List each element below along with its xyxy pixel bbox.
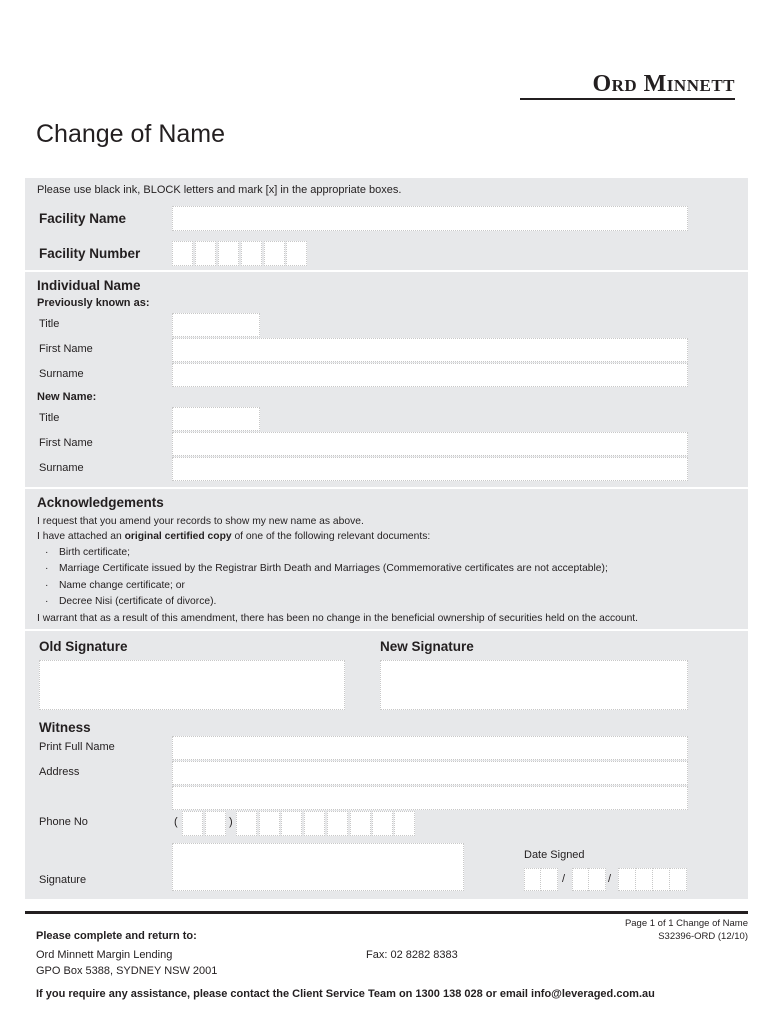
- new-title-field[interactable]: [172, 407, 260, 431]
- date-year-box-2[interactable]: [635, 868, 653, 891]
- witness-address-label: Address: [39, 766, 80, 778]
- individual-name-heading: Individual Name: [37, 278, 141, 293]
- witness-address-field-1[interactable]: [172, 761, 688, 785]
- ack-bullet-4: · Decree Nisi (certificate of divorce).: [45, 596, 217, 607]
- old-signature-field[interactable]: [39, 660, 345, 710]
- date-sep-1: /: [562, 873, 566, 885]
- return-address-line-2: GPO Box 5388, SYDNEY NSW 2001: [36, 965, 218, 977]
- previous-title-label: Title: [39, 318, 60, 330]
- phone-box-6[interactable]: [350, 811, 371, 836]
- ack-line-2-post: of one of the following relevant documents:: [231, 531, 431, 542]
- fax-number: Fax: 02 8282 8383: [366, 949, 458, 961]
- date-year-box-4[interactable]: [669, 868, 687, 891]
- ack-bullet-2-text: Marriage Certificate issued by the Registrar Birth Death and Marriages (Commemorative certificates are not acceptable);: [59, 563, 608, 574]
- phone-open-paren: (: [174, 816, 178, 828]
- facility-number-box-1[interactable]: [172, 241, 193, 266]
- page-title: Change of Name: [36, 120, 226, 148]
- witness-address-field-2[interactable]: [172, 786, 688, 810]
- date-signed-label: Date Signed: [524, 849, 585, 861]
- date-year-box-3[interactable]: [652, 868, 670, 891]
- witness-phone-label: Phone No: [39, 816, 88, 828]
- facility-number-box-5[interactable]: [264, 241, 285, 266]
- new-first-name-label: First Name: [39, 437, 93, 449]
- facility-number-box-2[interactable]: [195, 241, 216, 266]
- previous-first-name-label: First Name: [39, 343, 93, 355]
- witness-signature-label: Signature: [39, 874, 87, 886]
- old-signature-label: Old Signature: [39, 639, 128, 654]
- new-signature-label: New Signature: [380, 639, 474, 654]
- witness-signature-field[interactable]: [172, 843, 464, 891]
- ack-line-2-pre: I have attached an: [37, 531, 125, 542]
- phone-box-8[interactable]: [394, 811, 415, 836]
- ack-bullet-1: · Birth certificate;: [45, 547, 130, 558]
- facility-number-label: Facility Number: [39, 246, 141, 261]
- phone-box-7[interactable]: [372, 811, 393, 836]
- facility-number-box-4[interactable]: [241, 241, 262, 266]
- footer-rule: [25, 911, 748, 914]
- facility-name-field[interactable]: [172, 206, 688, 231]
- acknowledgements-heading: Acknowledgements: [37, 495, 164, 510]
- new-name-label: New Name:: [37, 391, 97, 403]
- phone-box-4[interactable]: [304, 811, 325, 836]
- phone-box-3[interactable]: [281, 811, 302, 836]
- date-year-box-1[interactable]: [618, 868, 636, 891]
- previous-surname-label: Surname: [39, 368, 84, 380]
- phone-box-1[interactable]: [236, 811, 257, 836]
- new-signature-field[interactable]: [380, 660, 688, 710]
- facility-number-box-3[interactable]: [218, 241, 239, 266]
- phone-area-box-2[interactable]: [205, 811, 226, 836]
- phone-box-2[interactable]: [259, 811, 280, 836]
- previously-known-label: Previously known as:: [37, 297, 150, 309]
- ack-bullet-1-text: Birth certificate;: [59, 547, 130, 558]
- new-title-label: Title: [39, 412, 60, 424]
- phone-box-5[interactable]: [327, 811, 348, 836]
- previous-surname-field[interactable]: [172, 363, 688, 387]
- date-sep-2: /: [608, 873, 612, 885]
- previous-first-name-field[interactable]: [172, 338, 688, 362]
- ack-line-1: I request that you amend your records to show my new name as above.: [37, 516, 364, 527]
- new-surname-label: Surname: [39, 462, 84, 474]
- new-surname-field[interactable]: [172, 457, 688, 481]
- ack-warranty: I warrant that as a result of this amendment, there has been no change in the beneficial ownership of securities held on the account.: [37, 613, 639, 624]
- page-info: Page 1 of 1 Change of Name: [624, 918, 748, 929]
- date-day-box-2[interactable]: [540, 868, 558, 891]
- ack-line-2: [37, 529, 430, 545]
- witness-heading: Witness: [39, 720, 91, 735]
- return-heading: Please complete and return to:: [36, 930, 197, 942]
- instructions-text: Please use black ink, BLOCK letters and mark [x] in the appropriate boxes.: [37, 184, 402, 196]
- ack-bullet-4-text: Decree Nisi (certificate of divorce).: [59, 596, 217, 607]
- new-first-name-field[interactable]: [172, 432, 688, 456]
- phone-area-box-1[interactable]: [182, 811, 203, 836]
- ack-bullet-2: · Marriage Certificate issued by the Registrar Birth Death and Marriages (Commemorative certificates are not acceptable);: [45, 563, 608, 574]
- witness-print-name-label: Print Full Name: [39, 741, 115, 753]
- ack-line-2-bold: original certified copy: [124, 531, 232, 542]
- return-address-line-1: Ord Minnett Margin Lending: [36, 949, 173, 961]
- facility-name-label: Facility Name: [39, 211, 127, 226]
- phone-close-paren: ): [229, 816, 233, 828]
- previous-title-field[interactable]: [172, 313, 260, 337]
- assistance-text: If you require any assistance, please contact the Client Service Team on 1300 138 028 or email info@leveraged.com.au: [36, 988, 655, 1000]
- ord-minnett-logo: Ord Minnett: [520, 72, 735, 100]
- form-code: S32396-ORD (12/10): [658, 931, 748, 942]
- facility-number-box-6[interactable]: [286, 241, 307, 266]
- witness-print-name-field[interactable]: [172, 736, 688, 760]
- date-month-box-2[interactable]: [588, 868, 606, 891]
- ack-bullet-3: · Name change certificate; or: [45, 580, 185, 591]
- ack-bullet-3-text: Name change certificate; or: [59, 580, 185, 591]
